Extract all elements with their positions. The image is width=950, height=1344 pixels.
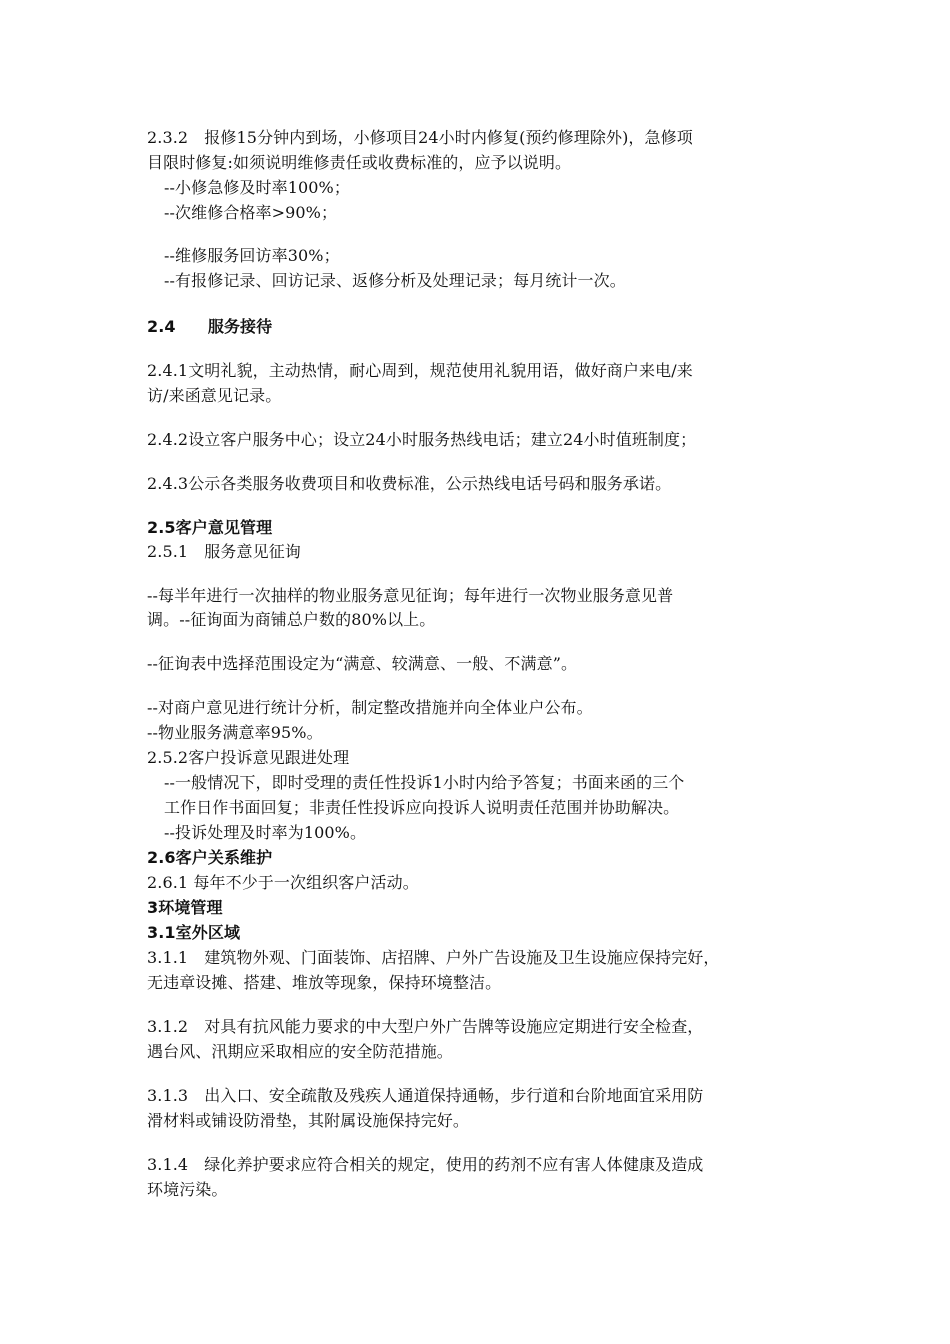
text-line: 3.1.3 出入口、安全疏散及残疾人通道保持通畅，步行道和台阶地面宜采用防 bbox=[147, 1086, 704, 1105]
text-line: 3.1.2 对具有抗风能力要求的中大型户外广告牌等设施应定期进行安全检查， bbox=[147, 1017, 704, 1036]
section-heading: 3.1室外区域 bbox=[147, 923, 241, 942]
text-line: 2.6.1 每年不少于一次组织客户活动。 bbox=[147, 873, 419, 892]
text-line: 环境污染。 bbox=[147, 1180, 228, 1199]
text-line: --投诉处理及时率为100%。 bbox=[164, 823, 367, 842]
text-line: 2.4.1文明礼貌，主动热情，耐心周到，规范使用礼貌用语，做好商户来电/来 bbox=[147, 361, 693, 380]
text-line: --一般情况下，即时受理的责任性投诉1小时内给予答复；书面来函的三个 bbox=[164, 773, 685, 792]
text-line: --征询表中选择范围设定为“满意、较满意、一般、不满意”。 bbox=[147, 654, 578, 673]
text-line: --小修急修及时率100%； bbox=[164, 178, 350, 197]
text-line: 调。--征询面为商铺总户数的80%以上。 bbox=[147, 610, 436, 629]
section-heading: 2.6客户关系维护 bbox=[147, 848, 273, 867]
text-line: --每半年进行一次抽样的物业服务意见征询；每年进行一次物业服务意见普 bbox=[147, 586, 674, 605]
text-line: 滑材料或铺设防滑垫，其附属设施保持完好。 bbox=[147, 1111, 470, 1130]
text-line: 遇台风、汛期应采取相应的安全防范措施。 bbox=[147, 1042, 453, 1061]
text-line: 3.1.1 建筑物外观、门面装饰、店招牌、户外广告设施及卫生设施应保持完好， bbox=[147, 948, 720, 967]
text-line: --有报修记录、回访记录、返修分析及处理记录；每月统计一次。 bbox=[164, 271, 626, 290]
text-line: 工作日作书面回复；非责任性投诉应向投诉人说明责任范围并协助解决。 bbox=[164, 798, 680, 817]
text-line: 2.3.2 报修15分钟内到场，小修项目24小时内修复(预约修理除外)，急修项 bbox=[147, 128, 693, 147]
section-heading: 3环境管理 bbox=[147, 898, 223, 917]
text-line: --次维修合格率>90%； bbox=[164, 203, 338, 222]
text-line: --维修服务回访率30%； bbox=[164, 246, 340, 265]
text-line: 无违章设摊、搭建、堆放等现象，保持环境整洁。 bbox=[147, 973, 502, 992]
text-line: 2.5.2客户投诉意见跟进处理 bbox=[147, 748, 350, 767]
text-line: 2.4.3公示各类服务收费项目和收费标准，公示热线电话号码和服务承诺。 bbox=[147, 474, 672, 493]
text-line: 2.4.2设立客户服务中心；设立24小时服务热线电话；建立24小时值班制度； bbox=[147, 430, 697, 449]
text-line: 3.1.4 绿化养护要求应符合相关的规定，使用的药剂不应有害人体健康及造成 bbox=[147, 1155, 704, 1174]
text-line: --对商户意见进行统计分析，制定整改措施并向全体业户公布。 bbox=[147, 698, 593, 717]
text-line: --物业服务满意率95%。 bbox=[147, 723, 323, 742]
text-line: 目限时修复:如须说明维修责任或收费标准的，应予以说明。 bbox=[147, 153, 572, 172]
section-heading: 2.4 服务接待 bbox=[147, 317, 273, 336]
text-line: 2.5.1 服务意见征询 bbox=[147, 542, 301, 561]
section-heading: 2.5客户意见管理 bbox=[147, 518, 273, 537]
text-line: 访/来函意见记录。 bbox=[147, 386, 282, 405]
